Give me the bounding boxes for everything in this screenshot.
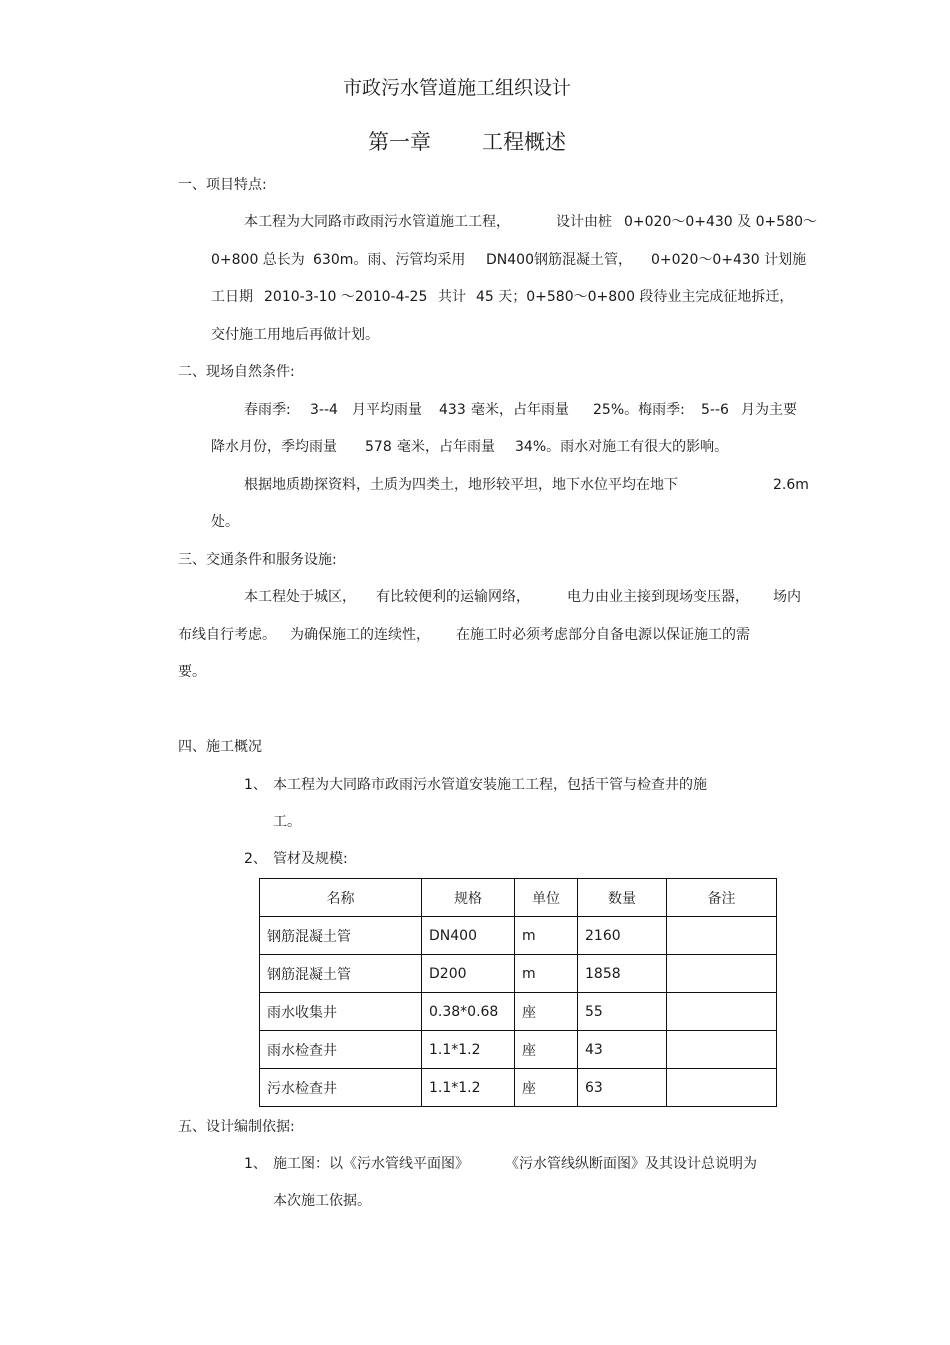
document-title: 市政污水管道施工组织设计 [343, 77, 572, 99]
table-cell: 1.1*1.2 [422, 1031, 515, 1069]
paragraph-text: 工日期 [211, 289, 253, 305]
section-heading: 五、设计编制依据: [178, 1119, 295, 1135]
paragraph-text: 月平均雨量 [352, 402, 422, 418]
paragraph-text: 为确保施工的连续性， [290, 627, 430, 643]
paragraph-text: 月为主要 [741, 402, 797, 418]
list-item-text: 管材及规模: [273, 851, 348, 867]
table-cell [667, 993, 777, 1031]
paragraph-text: 25%。梅雨季: [593, 402, 685, 418]
paragraph-text: 共计 [438, 289, 466, 305]
table-cell: 2160 [578, 917, 667, 955]
list-item-text: 施工图：以《污水管线平面图》 [273, 1156, 469, 1172]
paragraph-text: 有比较便利的运输网络， [376, 589, 530, 605]
list-number: 2、 [244, 851, 267, 867]
table-cell: m [515, 955, 578, 993]
table-header-row [260, 879, 777, 917]
table-cell: 座 [515, 993, 578, 1031]
table-header-cell: 规格 [422, 879, 515, 917]
paragraph-text: 433 [439, 402, 466, 418]
table-cell [667, 1069, 777, 1107]
table-header-cell: 单位 [515, 879, 578, 917]
list-item-text: 本工程为大同路市政雨污水管道安装施工工程，包括干管与检查井的施 [273, 777, 707, 793]
paragraph-text: 34%。雨水对施工有很大的影响。 [515, 439, 729, 455]
table-row [260, 993, 777, 1031]
paragraph-text: 在施工时必须考虑部分自备电源以保证施工的需 [456, 627, 750, 643]
section-heading: 三、交通条件和服务设施: [178, 552, 337, 568]
list-item-text: 《污水管线纵断面图》及其设计总说明为 [505, 1156, 757, 1172]
paragraph-text: 2010-3-10 ～2010-4-25 [264, 289, 428, 305]
table-cell: 钢筋混凝土管 [260, 917, 422, 955]
table-cell: 座 [515, 1069, 578, 1107]
paragraph-text: 毫米，占年雨量 [397, 439, 495, 455]
table-cell: 雨水收集井 [260, 993, 422, 1031]
paragraph-text: 电力由业主接到现场变压器， [567, 589, 749, 605]
table-cell: m [515, 917, 578, 955]
paragraph-text: 要。 [178, 664, 206, 680]
table-cell: 污水检查井 [260, 1069, 422, 1107]
table-cell: 43 [578, 1031, 667, 1069]
table-cell: 1858 [578, 955, 667, 993]
table-cell: 63 [578, 1069, 667, 1107]
list-item-text: 本次施工依据。 [273, 1193, 371, 1209]
table-header-cell: 数量 [578, 879, 667, 917]
table-cell: 钢筋混凝土管 [260, 955, 422, 993]
section-heading: 二、现场自然条件: [178, 364, 295, 380]
table-header-cell: 名称 [260, 879, 422, 917]
list-item-text: 工。 [273, 814, 301, 830]
paragraph-text: 0+020～0+430 及 0+580～ [624, 214, 817, 230]
paragraph-text: 布线自行考虑。 [178, 627, 276, 643]
table-cell [667, 1031, 777, 1069]
paragraph-text: 0+800 总长为 [211, 252, 305, 268]
table-row [260, 955, 777, 993]
paragraph-text: 5--6 [701, 402, 729, 418]
paragraph-text: 本工程为大同路市政雨污水管道施工工程， [244, 214, 510, 230]
paragraph-text: 设计由桩 [556, 214, 612, 230]
list-number: 1、 [244, 1156, 267, 1172]
paragraph-text: 场内 [773, 589, 801, 605]
table-cell: 雨水检查井 [260, 1031, 422, 1069]
paragraph-text: 根据地质勘探资料，土质为四类土，地形较平坦，地下水位平均在地下 [244, 477, 678, 493]
paragraph-text: 本工程处于城区， [244, 589, 356, 605]
list-number: 1、 [244, 777, 267, 793]
chapter-title: 工程概述 [482, 130, 566, 154]
paragraph-text: 交付施工用地后再做计划。 [211, 327, 379, 343]
paragraph-text: 3--4 [310, 402, 338, 418]
table-cell: DN400 [422, 917, 515, 955]
paragraph-text: 2.6m [773, 477, 809, 493]
table-cell: 0.38*0.68 [422, 993, 515, 1031]
section-heading: 四、施工概况 [178, 739, 262, 755]
table-row [260, 1031, 777, 1069]
table-row [260, 1069, 777, 1107]
paragraph-text: 毫米，占年雨量 [471, 402, 569, 418]
table-cell: 1.1*1.2 [422, 1069, 515, 1107]
table-row [260, 917, 777, 955]
paragraph-text: 处。 [211, 514, 239, 530]
pipe-spec-table [259, 878, 777, 1107]
table-cell: D200 [422, 955, 515, 993]
paragraph-text: 630m。雨、污管均采用 [313, 252, 466, 268]
table-header-cell: 备注 [667, 879, 777, 917]
section-heading: 一、项目特点: [178, 177, 267, 193]
paragraph-text: 45 天；0+580～0+800 段待业主完成征地拆迁， [476, 289, 794, 305]
paragraph-text: 578 [365, 439, 392, 455]
table-cell [667, 955, 777, 993]
chapter-number: 第一章 [368, 130, 431, 154]
table-cell: 55 [578, 993, 667, 1031]
table-cell [667, 917, 777, 955]
paragraph-text: 降水月份，季均雨量 [211, 439, 337, 455]
paragraph-text: 春雨季: [244, 402, 291, 418]
table-cell: 座 [515, 1031, 578, 1069]
paragraph-text: DN400钢筋混凝土管， [486, 252, 632, 268]
paragraph-text: 0+020～0+430 计划施 [651, 252, 807, 268]
